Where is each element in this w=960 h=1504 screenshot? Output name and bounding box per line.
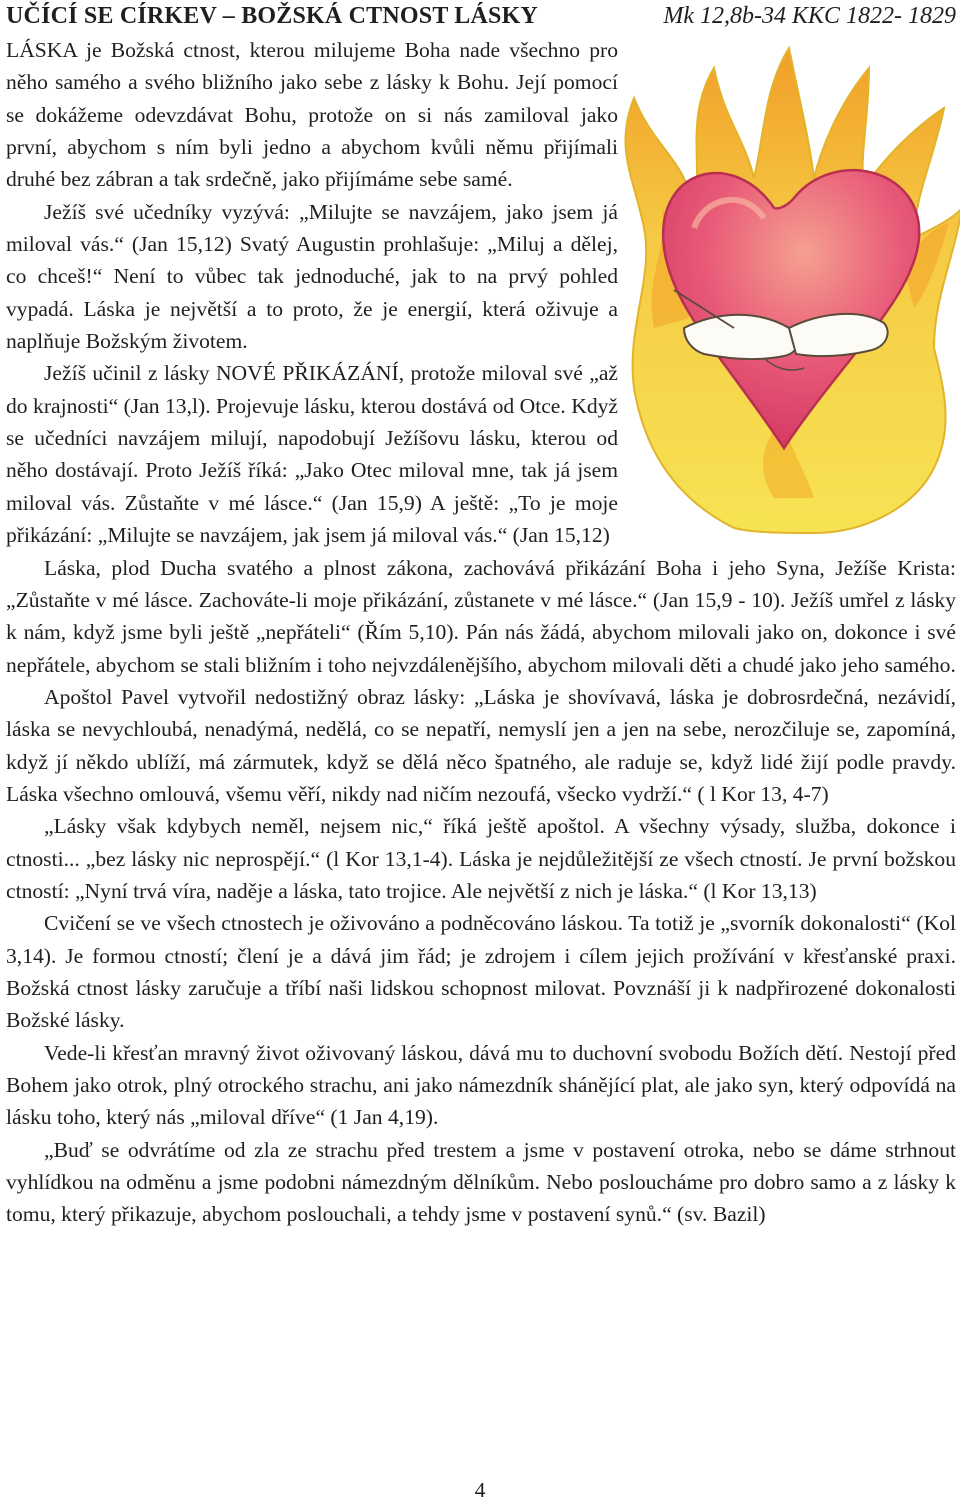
paragraph-8: Vede-li křesťan mravný život oživovaný láskou, dává mu to duchovní svobodu Božích dětí. Nestojí před Bohem jako otrok, plný otrockého strachu, ani jako námezdník shánějící plat, ale jako syn, který odpovídá na lásku toho, který nás „miloval dříve“ (1 Jan 4,19). bbox=[6, 1040, 956, 1130]
page-title: UČÍCÍ SE CÍRKEV – BOŽSKÁ CTNOST LÁSKY bbox=[6, 3, 538, 29]
paragraph-5: Apoštol Pavel vytvořil nedostižný obraz lásky: „Láska je shovívavá, láska je dobrosrdečná, nezávidí, láska se nevychloubá, nenadýmá, nedělá, co se nepatří, nemyslí jen a jen na sebe, nerozčiluje se, zapomíná, když jí někdo ublíží, má zármutek, když se dělá něco špatného, ale raduje se, když lidé žijí podle pravdy. Láska všechno omlouvá, všemu věří, nikdy nad ničím nezoufá, všecko vydrží.“ ( l Kor 13, 4-7) bbox=[6, 684, 956, 806]
paragraph-6: „Lásky však kdybych neměl, nejsem nic,“ říká ještě apoštol. A všechny výsady, služba, dokonce i ctnosti... „bez lásky nic neprospějí.“ (l Kor 13,1-4). Láska je nejdůležitější ze všech ctností. Je první božskou ctností: „Nyní trvá víra, naděje a láska, tato trojice. Ale největší z nich je láska.“ (l Kor 13,13) bbox=[6, 814, 956, 903]
page-number: 4 bbox=[474, 1478, 486, 1502]
paragraph-3: Ježíš učinil z lásky NOVÉ PŘIKÁZÁNÍ, protože miloval své „až do krajnosti“ (Jan 13,l). Projevuje lásku, kterou dostává od Otce. Když se učedníci navzájem milují, napodobují Ježíšovu lásku, kterou od něho dostávají. Proto Ježíš říká: „Jako Otec miloval mne, tak já jsem miloval vás. Zůstaňte v mé lásce.“ (Jan 15,9) A ještě: „To je moje přikázání: „Milujte se navzájem, jak jsem já miloval vás.“ (Jan 15,12) bbox=[6, 361, 618, 548]
illustration-spacer bbox=[618, 34, 956, 526]
article-body bbox=[6, 34, 956, 1231]
paragraph-7: Cvičení se ve všech ctnostech je oživováno a podněcováno láskou. Ta totiž je „svorník dokonalosti“ (Kol 3,14). Je formou ctností; člení je a dává jim řád; je zdrojem i cílem jejich prožívání v křesťanské praxi. Božská ctnost lásky zaručuje a tříbí naši lidskou schopnost milovat. Povznáší ji k nadpřirozené dokonalosti Božské lásky. bbox=[6, 911, 956, 1033]
paragraph-2: Ježíš své učedníky vyzývá: „Milujte se navzájem, jako jsem já miloval vás.“ (Jan 15,12) Svatý Augustin prohlašuje: „Miluj a dělej, co chceš!“ Není to vůbec tak jednoduché, jak to na prvý pohled vypadá. Láska je největší a to proto, že je energií, která oživuje a naplňuje Božským životem. bbox=[6, 199, 618, 354]
paragraph-4: Láska, plod Ducha svatého a plnost zákona, zachovává přikázání Boha i jeho Syna, Ježíše Krista: „Zůstaňte v mé lásce. Zachováte-li moje přikázání, zůstanete v mé lásce.“ (Jan 15,9 - 10). Ježíš umřel z lásky k nám, když jsme byli ještě „nepřáteli“ (Řím 5,10). Pán nás žádá, abychom milovali jako on, dokonce i své nepřátele, abychom se stali bližním i toho nejvzdálenějšího, abychom milovali děti a chudé jako jeho samého. bbox=[6, 555, 956, 677]
scripture-reference: Mk 12,8b-34 KKC 1822- 1829 bbox=[663, 3, 956, 29]
paragraph-9: „Buď se odvrátíme od zla ze strachu před trestem a jsme v postavení otroka, nebo se dáme strhnout vyhlídkou na odměnu a jsme podobni námezdným dělníkům. Nebo posloucháme pro dobro samo a z lásky k tomu, který přikazuje, abychom poslouchali, a tehdy jsme v postavení synů.“ (sv. Bazil) bbox=[6, 1137, 956, 1227]
paragraph-1: LÁSKA je Božská ctnost, kterou milujeme Boha nade všechno pro něho samého a svého bližního jako sebe z lásky k Bohu. Její pomocí se dokážeme odevzdávat Bohu, protože on si nás zamiloval jako první, abychom s ním byli jedno a abychom kvůli němu přijímali druhé bez zábran a tak srdečně, jako přijímáme sebe samé. bbox=[6, 38, 618, 192]
